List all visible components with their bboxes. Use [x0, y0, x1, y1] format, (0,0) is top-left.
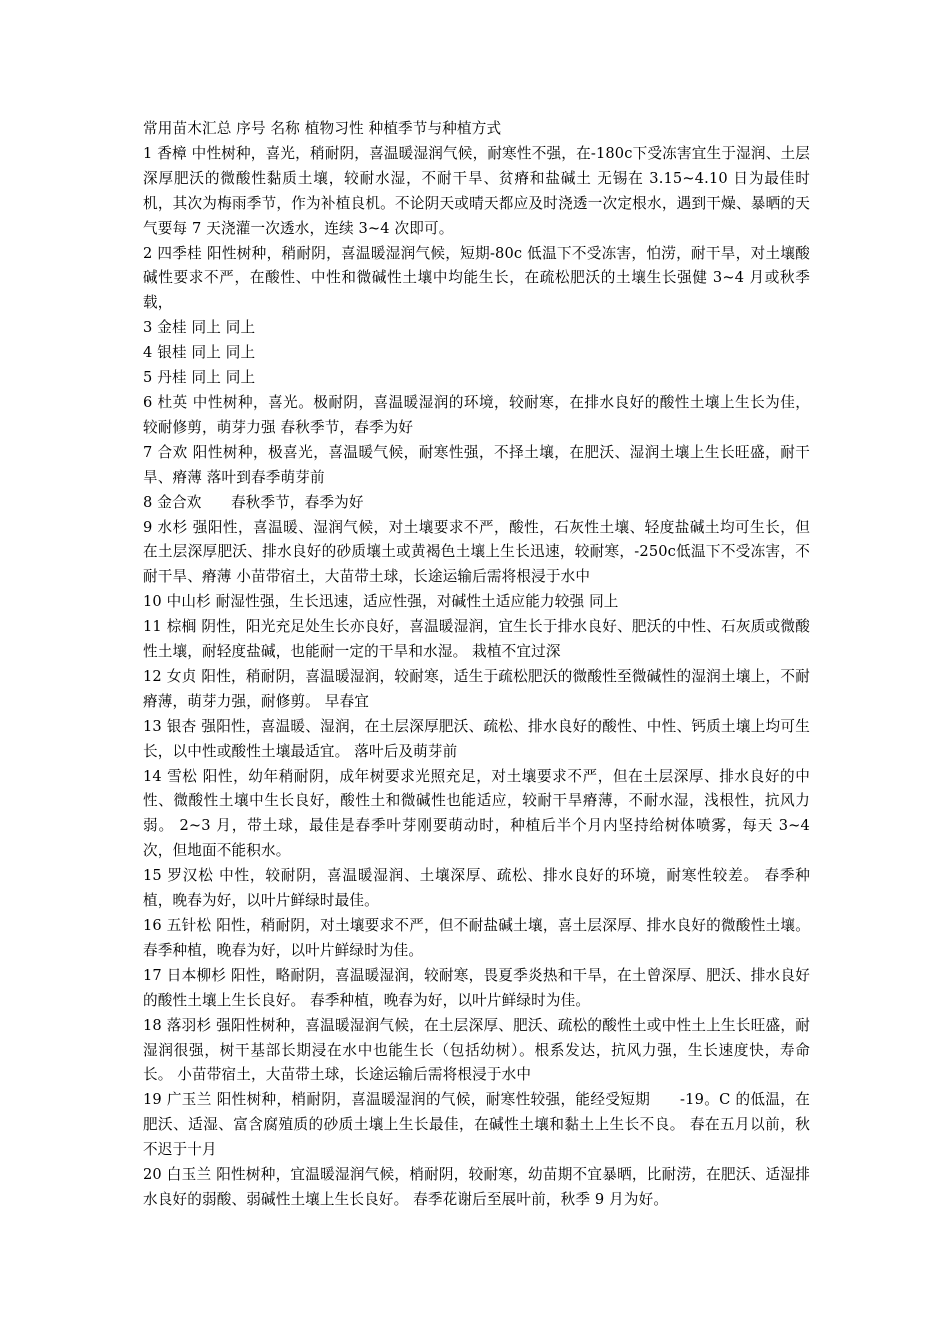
- entry-14: 14 雪松 阳性，幼年稍耐阴，成年树要求光照充足，对土壤要求不严，但在土层深厚、排水良好的中性、微酸性土壤中生长良好，酸性土和微碱性也能适应，较耐干旱瘠薄，不耐水湿，浅根性，抗风力弱。 2~3 月，带土球，最佳是春季叶芽刚要萌动时，种植后半个月内坚持给树体喷雾，每天 3~4 次，但地面不能积水。: [143, 767, 810, 860]
- entry-19: 19 广玉兰 阳性树种，梢耐阴，喜温暖湿润的气候，耐寒性较强，能经受短期 -19。C 的低温，在肥沃、适湿、富含腐殖质的砂质土壤上生长最佳，在碱性土壤和黏土上生长不良。 春在五月以前，秋不迟于十月: [143, 1091, 810, 1159]
- entry-1: 1 香樟 中性树种，喜光，稍耐阴，喜温暖湿润气候，耐寒性不强，在-180c下受冻害宜生于湿润、土层深厚肥沃的微酸性黏质土壤，较耐水湿，不耐干旱、贫瘠和盐碱土 无锡在 3.15~4.10 日为最佳时机，其次为梅雨季节，作为补植良机。不论阴天或晴天都应及时浇透一次定根水，遇到干燥、暴晒的天气要每 7 天浇灌一次透水，连续 3~4 次即可。: [143, 144, 810, 237]
- entry-20: 20 白玉兰 阳性树种，宜温暖湿润气候，梢耐阴，较耐寒，幼苗期不宜暴晒，比耐涝，在肥沃、适湿排水良好的弱酸、弱碱性土壤上生长良好。 春季花谢后至展叶前，秋季 9 月为好。: [143, 1166, 810, 1208]
- document-header: 常用苗木汇总 序号 名称 植物习性 种植季节与种植方式: [143, 120, 502, 137]
- entry-15: 15 罗汉松 中性，较耐阴，喜温暖湿润、土壤深厚、疏松、排水良好的环境，耐寒性较差。 春季种植，晚春为好，以叶片鲜绿时最佳。: [143, 867, 810, 910]
- entry-16: 16 五针松 阳性，稍耐阴，对土壤要求不严，但不耐盐碱土壤，喜土层深厚、排水良好的微酸性土壤。 春季种植，晚春为好，以叶片鲜绿时为佳。: [143, 917, 810, 959]
- entry-10: 10 中山杉 耐湿性强，生长迅速，适应性强，对碱性土适应能力较强 同上: [143, 593, 619, 611]
- document-page: [143, 117, 810, 1213]
- entry-8: 8 金合欢 春秋季节，春季为好: [143, 493, 364, 511]
- entry-4: 4 银桂 同上 同上: [143, 344, 256, 362]
- entry-5: 5 丹桂 同上 同上: [143, 369, 256, 387]
- entry-13: 13 银杏 强阳性，喜温暖、湿润，在土层深厚肥沃、疏松、排水良好的酸性、中性、钙质土壤上均可生长，以中性或酸性土壤最适宜。 落叶后及萌芽前: [143, 717, 810, 760]
- entry-2: 2 四季桂 阳性树种，稍耐阴，喜温暖湿润气候，短期-80c 低温下不受冻害，怕涝，耐干旱，对土壤酸碱性要求不严，在酸性、中性和微碱性土壤中均能生长，在疏松肥沃的土壤生长强健 3~4 月或秋季载，: [143, 244, 810, 312]
- entry-3: 3 金桂 同上 同上: [143, 319, 256, 337]
- entry-9: 9 水杉 强阳性，喜温暖、湿润气候，对土壤要求不严，酸性，石灰性土壤、轻度盐碱土均可生长，但在土层深厚肥沃、排水良好的砂质壤土或黄褐色土壤上生长迅速，较耐寒，-250c低温下不受冻害，不耐干旱、瘠薄 小苗带宿土，大苗带土球，长途运输后需将根浸于水中: [143, 518, 810, 586]
- entry-18: 18 落羽杉 强阳性树种，喜温暖湿润气候，在土层深厚、肥沃、疏松的酸性土或中性土上生长旺盛，耐湿润很强，树干基部长期浸在水中也能生长（包括幼树）。根系发达，抗风力强，生长速度快，寿命长。 小苗带宿土，大苗带土球，长途运输后需将根浸于水中: [143, 1016, 810, 1084]
- entry-11: 11 棕榈 阴性，阳光充足处生长亦良好，喜温暖湿润，宜生长于排水良好、肥沃的中性、石灰质或微酸性土壤，耐轻度盐碱，也能耐一定的干旱和水湿。 栽植不宜过深: [143, 618, 810, 661]
- entry-6: 6 杜英 中性树种，喜光。极耐阴，喜温暖湿润的环境，较耐寒，在排水良好的酸性土壤上生长为佳，较耐修剪，萌芽力强 春秋季节，春季为好: [143, 393, 810, 436]
- entry-17: 17 日本柳杉 阳性，略耐阴，喜温暖湿润，较耐寒，畏夏季炎热和干旱，在土曾深厚、肥沃、排水良好的酸性土壤上生长良好。 春季种植，晚春为好，以叶片鲜绿时为佳。: [143, 966, 810, 1009]
- entry-7: 7 合欢 阳性树种，极喜光，喜温暖气候，耐寒性强，不择土壤，在肥沃、湿润土壤上生长旺盛，耐干旱、瘠薄 落叶到春季萌芽前: [143, 443, 810, 486]
- entry-12: 12 女贞 阳性，稍耐阴，喜温暖湿润，较耐寒，适生于疏松肥沃的微酸性至微碱性的湿润土壤上，不耐瘠薄，萌芽力强，耐修剪。 早春宜: [143, 667, 810, 710]
